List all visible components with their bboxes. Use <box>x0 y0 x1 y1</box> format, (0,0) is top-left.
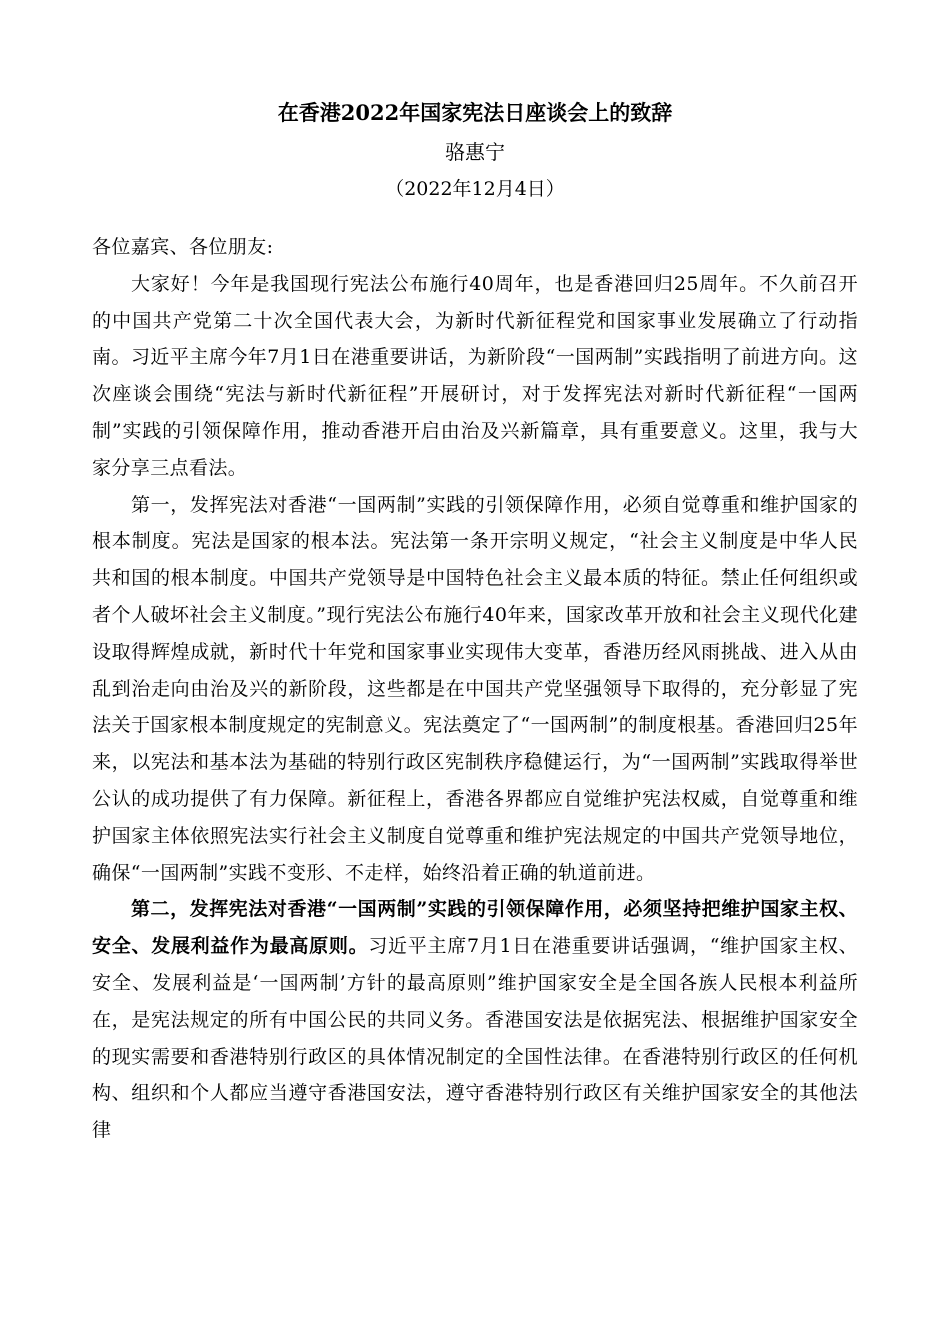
paragraph-3 <box>92 891 858 1149</box>
document-title: 在香港2022年国家宪法日座谈会上的致辞 <box>277 100 673 125</box>
paragraph-2-text: 第一，发挥宪法对香港“一国两制”实践的引领保障作用，必须自觉尊重和维护国家的根本制度。宪法是国家的根本法。宪法第一条开宗明义规定，“社会主义制度是中华人民共和国的根本制度。中国共产党领导是中国特色社会主义最本质的特征。禁止任何组织或者个人破坏社会主义制度。”现行宪法公布施行40年来，国家改革开放和社会主义现代化建设取得辉煌成就，新时代十年党和国家事业实现伟大变革，香港历经风雨挑战、进入从由乱到治走向由治及兴的新阶段，这些都是在中国共产党坚强领导下取得的，充分彰显了宪法关于国家根本制度规定的宪制意义。宪法奠定了“一国两制”的制度根基。香港回归25年来，以宪法和基本法为基础的特别行政区宪制秩序稳健运行，为“一国两制”实践取得举世公认的成功提供了有力保障。新征程上，香港各界都应自觉维护宪法权威，自觉尊重和维护国家主体依照宪法实行社会主义制度自觉尊重和维护宪法规定的中国共产党领导地位，确保“一国两制”实践不变形、不走样，始终沿着正确的轨道前进。 <box>92 493 858 884</box>
paragraph-1-text: 大家好！今年是我国现行宪法公布施行40周年，也是香港回归25周年。不久前召开的中国共产党第二十次全国代表大会，为新时代新征程党和国家事业发展确立了行动指南。习近平主席今年7月1日在港重要讲话，为新阶段“一国两制”实践指明了前进方向。这次座谈会围绕“宪法与新时代新征程”开展研讨，对于发挥宪法对新时代新征程“一国两制”实践的引领保障作用，推动香港开启由治及兴新篇章，具有重要意义。这里，我与大家分享三点看法。 <box>92 272 858 479</box>
paragraph-3-lead: 第二，发挥宪法对香港“一国两制”实践的引领保障作用，必须坚持把维护国家主权、安全、发展利益作为最高原则。 <box>92 898 858 958</box>
paragraph-2 <box>92 487 858 892</box>
document-body <box>92 229 858 1149</box>
document-date: （2022年12月4日） <box>385 178 565 200</box>
paragraph-3-text: 习近平主席7月1日在港重要讲话强调，“维护国家主权、安全、发展利益是‘一国两制’方针的最高原则”维护国家安全是全国各族人民根本利益所在，是宪法规定的所有中国公民的共同义务。香港国安法是依据宪法、根据维护国家安全的现实需要和香港特别行政区的具体情况制定的全国性法律。在香港特别行政区的任何机构、组织和个人都应当遵守香港国安法，遵守香港特别行政区有关维护国家安全的其他法律 <box>92 935 858 1142</box>
document-author: 骆惠宁 <box>445 140 505 164</box>
salutation: 各位嘉宾、各位朋友: <box>92 236 274 258</box>
paragraph-1 <box>92 266 858 487</box>
